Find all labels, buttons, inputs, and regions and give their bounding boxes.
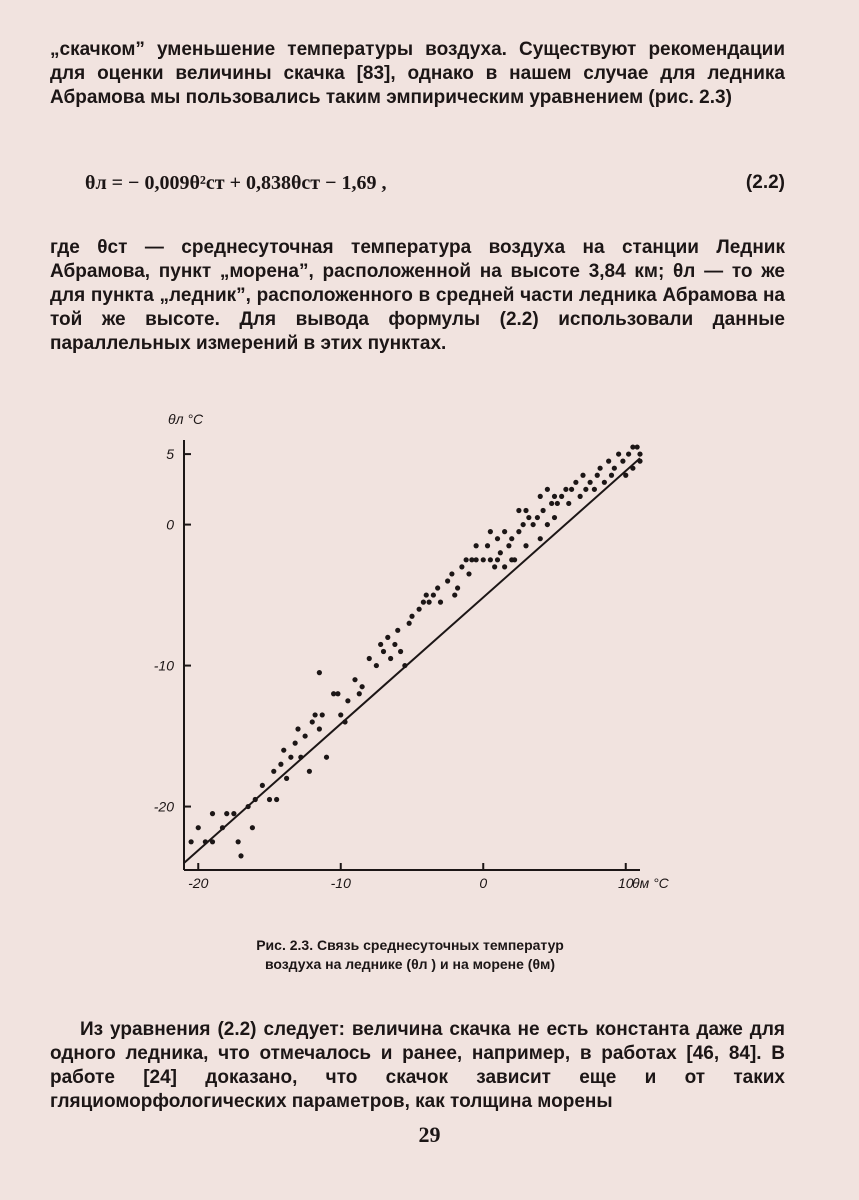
data-point: [357, 691, 362, 696]
data-point: [288, 755, 293, 760]
paragraph-conclusion: Из уравнения (2.2) следует: величина скачка не есть константа даже для одного ледника, что отмечалось и ранее, например, в работах [46, 84]. В работе [24] доказано, что скачок зависит еще и от таких гляциоморфологических параметров, как толщина морены: [50, 1019, 785, 1112]
data-point: [250, 825, 255, 830]
caption-line-2: воздуха на леднике (θл ) и на морене (θм): [264, 956, 556, 972]
data-point: [588, 480, 593, 485]
data-point: [427, 600, 432, 605]
data-point: [466, 571, 471, 576]
data-point: [307, 769, 312, 774]
data-point: [342, 719, 347, 724]
data-point: [421, 600, 426, 605]
data-point: [531, 522, 536, 527]
data-point: [474, 543, 479, 548]
x-tick-label: 10: [617, 875, 634, 891]
data-point: [317, 670, 322, 675]
data-point: [445, 578, 450, 583]
data-point: [488, 557, 493, 562]
data-point: [523, 543, 528, 548]
data-point: [516, 508, 521, 513]
caption-line-1: Рис. 2.3. Связь среднесуточных температур: [256, 937, 564, 953]
equation-2-2: [85, 172, 785, 195]
data-point: [630, 444, 635, 449]
data-point: [398, 649, 403, 654]
y-tick-label: -20: [153, 798, 174, 815]
data-point: [541, 508, 546, 513]
data-point: [260, 783, 265, 788]
data-point: [523, 508, 528, 513]
data-point: [402, 663, 407, 668]
data-point: [298, 755, 303, 760]
data-point: [538, 536, 543, 541]
y-tick-label: -10: [153, 657, 174, 674]
data-point: [485, 543, 490, 548]
data-point: [526, 515, 531, 520]
data-point: [498, 550, 503, 555]
data-point: [431, 592, 436, 597]
equation-number: (2.2): [745, 172, 785, 193]
data-point: [274, 797, 279, 802]
data-point: [317, 726, 322, 731]
data-point: [303, 733, 308, 738]
data-point: [231, 811, 236, 816]
data-point: [210, 811, 215, 816]
equation-formula: θл = − 0,009θ²ст + 0,838θст − 1,69 ,: [85, 172, 387, 194]
data-point: [580, 473, 585, 478]
data-point: [637, 451, 642, 456]
data-point: [324, 755, 329, 760]
data-point: [545, 487, 550, 492]
data-point: [374, 663, 379, 668]
data-point: [338, 712, 343, 717]
data-point: [552, 515, 557, 520]
data-point: [495, 557, 500, 562]
x-axis-label: θм °C: [632, 875, 669, 891]
data-point: [549, 501, 554, 506]
data-point: [196, 825, 201, 830]
data-point: [367, 656, 372, 661]
data-point: [616, 451, 621, 456]
data-point: [455, 585, 460, 590]
y-tick-label: 5: [166, 446, 174, 463]
data-point: [271, 769, 276, 774]
data-point: [224, 811, 229, 816]
data-point: [521, 522, 526, 527]
data-point: [345, 698, 350, 703]
data-point: [612, 466, 617, 471]
data-point: [630, 466, 635, 471]
data-point: [578, 494, 583, 499]
data-point: [435, 585, 440, 590]
x-tick-label: -10: [330, 875, 351, 891]
data-point: [220, 825, 225, 830]
data-point: [381, 649, 386, 654]
data-point: [474, 557, 479, 562]
data-point: [281, 748, 286, 753]
data-point: [236, 839, 241, 844]
data-point: [555, 501, 560, 506]
y-axis-label: θл °C: [168, 411, 204, 427]
data-point: [395, 628, 400, 633]
data-point: [449, 571, 454, 576]
regression-line: [184, 458, 640, 863]
data-point: [238, 853, 243, 858]
data-point: [284, 776, 289, 781]
data-point: [502, 564, 507, 569]
data-point: [535, 515, 540, 520]
data-point: [278, 762, 283, 767]
data-point: [464, 557, 469, 562]
data-point: [538, 494, 543, 499]
data-point: [509, 536, 514, 541]
data-point: [569, 487, 574, 492]
scatter-chart: [140, 400, 700, 920]
y-tick-label: 0: [166, 516, 174, 533]
data-point: [516, 529, 521, 534]
data-point: [481, 557, 486, 562]
data-point: [378, 642, 383, 647]
data-point: [609, 473, 614, 478]
data-point: [488, 529, 493, 534]
data-point: [495, 536, 500, 541]
data-point: [335, 691, 340, 696]
paragraph-intro: „скачком” уменьшение температуры воздуха. Существуют рекомендации для оценки величины скачка [83], однако в нашем случае для ледника Абрамова мы пользовались таким эмпирическим уравнением (рис. 2.3): [50, 39, 785, 108]
data-point: [566, 501, 571, 506]
data-point: [438, 600, 443, 605]
data-point: [552, 494, 557, 499]
data-point: [452, 592, 457, 597]
data-point: [293, 741, 298, 746]
data-point: [203, 839, 208, 844]
data-point: [602, 480, 607, 485]
data-point: [267, 797, 272, 802]
data-point: [417, 607, 422, 612]
data-point: [626, 451, 631, 456]
data-point: [598, 466, 603, 471]
data-point: [385, 635, 390, 640]
figure-caption: [190, 936, 630, 974]
data-point: [407, 621, 412, 626]
data-point: [360, 684, 365, 689]
x-tick-label: -20: [188, 875, 209, 891]
data-point: [253, 797, 258, 802]
data-point: [409, 614, 414, 619]
x-tick-label: 0: [479, 875, 488, 891]
data-point: [563, 487, 568, 492]
data-point: [424, 592, 429, 597]
data-point: [502, 529, 507, 534]
data-point: [246, 804, 251, 809]
data-point: [310, 719, 315, 724]
data-point: [352, 677, 357, 682]
data-point: [388, 656, 393, 661]
data-point: [573, 480, 578, 485]
page-number: 29: [418, 1122, 441, 1147]
data-point: [295, 726, 300, 731]
data-point: [583, 487, 588, 492]
data-point: [492, 564, 497, 569]
data-point: [189, 839, 194, 844]
data-point: [595, 473, 600, 478]
data-point: [506, 543, 511, 548]
paragraph-definitions: где θст — среднесуточная температура воздуха на станции Ледник Абрамова, пункт „морена”, расположенной на высоте 3,84 км; θл — то же для пункта „ледник”, расположенного в средней части ледника Абрамова на той же высоте. Для вывода формулы (2.2) использовали данные параллельных измерений в этих пунктах.: [50, 237, 785, 354]
data-point: [637, 459, 642, 464]
data-point: [606, 459, 611, 464]
data-point: [320, 712, 325, 717]
data-point: [592, 487, 597, 492]
data-point: [392, 642, 397, 647]
data-point: [623, 473, 628, 478]
data-point: [509, 557, 514, 562]
data-point: [559, 494, 564, 499]
data-point: [459, 564, 464, 569]
data-point: [210, 839, 215, 844]
data-point: [545, 522, 550, 527]
data-point: [313, 712, 318, 717]
data-point: [620, 459, 625, 464]
